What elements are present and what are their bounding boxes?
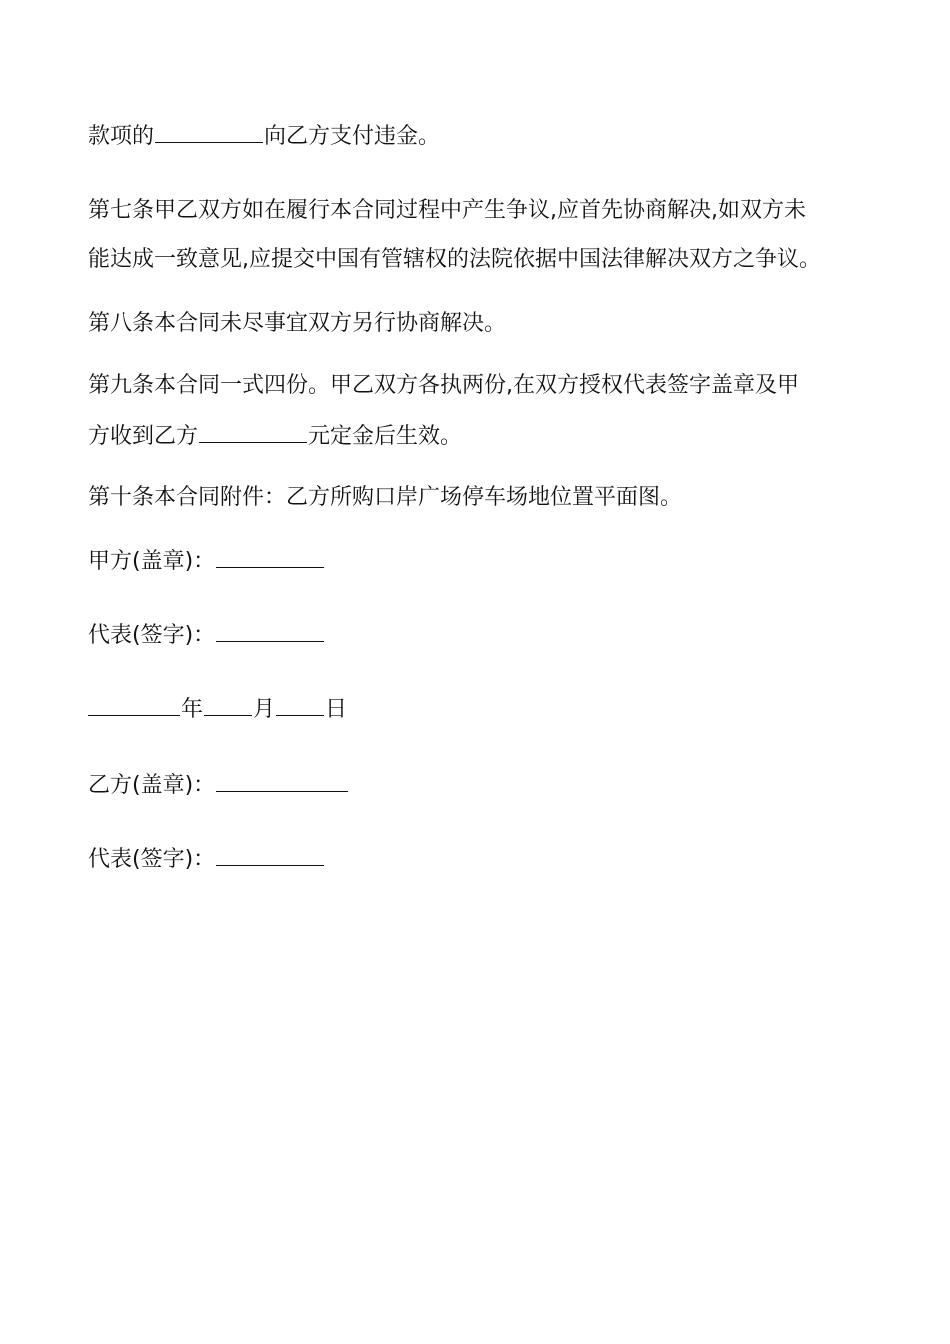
party-a-rep-line (88, 619, 325, 651)
article-7-line-2: 能达成一致意见,应提交中国有管辖权的法院依据中国法律解决双方之争议。 (88, 247, 821, 272)
party-b-seal-blank[interactable] (216, 769, 348, 792)
day-label: 日 (325, 697, 348, 722)
date-line (88, 693, 347, 725)
article-9-line-1: 第九条本合同一式四份。甲乙双方各执两份,在双方授权代表签字盖章及甲 (88, 373, 799, 398)
month-label: 月 (253, 697, 276, 722)
year-blank[interactable] (88, 693, 180, 716)
day-blank[interactable] (276, 693, 324, 716)
penalty-clause-suffix: 向乙方支付违金。 (264, 124, 441, 149)
party-a-rep-label: 代表(签字)： (88, 623, 216, 648)
party-b-rep-blank[interactable] (216, 843, 324, 866)
year-label: 年 (181, 697, 204, 722)
article-9-prefix: 方收到乙方 (88, 424, 199, 449)
party-a-seal-blank[interactable] (216, 545, 324, 568)
article-9-suffix: 元定金后生效。 (308, 424, 463, 449)
penalty-clause-prefix: 款项的 (88, 124, 155, 149)
party-b-seal-line (88, 769, 349, 801)
penalty-clause-line (88, 120, 440, 152)
party-b-seal-label: 乙方(盖章)： (88, 773, 216, 798)
month-blank[interactable] (204, 693, 252, 716)
article-10: 第十条本合同附件：乙方所购口岸广场停车场地位置平面图。 (88, 485, 683, 510)
party-a-rep-blank[interactable] (216, 619, 324, 642)
party-a-seal-label: 甲方(盖章)： (88, 549, 216, 574)
deposit-amount-blank[interactable] (199, 420, 307, 443)
party-a-seal-line (88, 545, 325, 577)
penalty-amount-blank[interactable] (155, 120, 263, 143)
article-9-line-2 (88, 420, 462, 452)
article-7-line-1: 第七条甲乙双方如在履行本合同过程中产生争议,应首先协商解决,如双方未 (88, 198, 806, 223)
article-8: 第八条本合同未尽事宜双方另行协商解决。 (88, 311, 507, 336)
party-b-rep-line (88, 843, 325, 875)
party-b-rep-label: 代表(签字)： (88, 847, 216, 872)
